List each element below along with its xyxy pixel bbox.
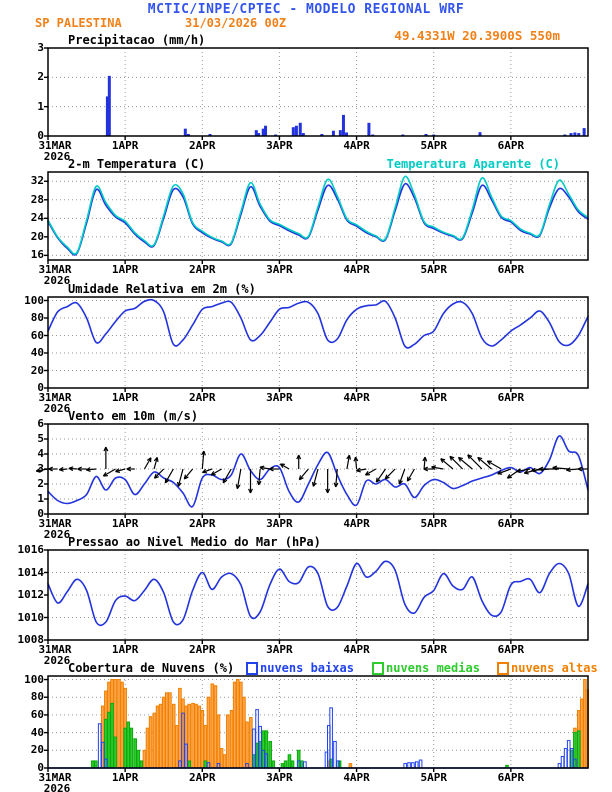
x-tick-label: 2APR [189,391,216,404]
x-tick-label: 6APR [497,391,525,404]
y-tick-label-pressure: 1016 [17,543,44,556]
x-tick-label: 3APR [266,643,293,656]
x-tick-label: 1APR [111,771,139,784]
x-axis-year-label: 2026 [43,654,71,667]
plot-clouds [0,668,612,782]
y-tick-label-temperature: 16 [30,248,44,262]
y-tick-label-humidity: 100 [24,293,44,307]
y-tick-label-wind: 4 [37,447,44,460]
plot-precipitation [0,40,612,150]
x-tick-label: 1APR [111,643,139,656]
y-tick-label-clouds: 40 [30,725,44,739]
plot-wind [0,416,612,528]
x-tick-label: 1APR [111,517,139,530]
y-tick-label-temperature: 32 [30,174,44,188]
y-tick-label-wind: 5 [37,432,44,445]
x-tick-label: 3APR [266,517,293,530]
humidity-panel-title: Umidade Relativa em 2m (%) [68,282,256,296]
y-tick-label-precipitation: 3 [37,41,44,54]
plot-temperature [0,164,612,274]
x-tick-label: 6APR [497,643,525,656]
station-coordinates: 49.4331W 20.3900S 550m [394,28,560,43]
x-tick-label: 4APR [343,517,370,530]
x-tick-label: 3APR [266,771,293,784]
x-tick-label: 31MAR [38,263,72,276]
x-axis-year-label: 2026 [43,274,71,287]
x-axis-year-label: 2026 [43,528,71,541]
apparent-temperature-title: Temperatura Aparente (C) [386,157,560,171]
x-tick-label: 31MAR [38,517,72,530]
clouds-panel-title: Cobertura de Nuvens (%) [68,661,235,675]
y-tick-label-humidity: 80 [30,311,44,324]
x-tick-label: 6APR [497,139,525,152]
x-tick-label: 4APR [343,139,370,152]
y-tick-label-wind: 0 [37,507,44,520]
pressure-panel-title: Pressao ao Nivel Medio do Mar (hPa) [68,535,321,549]
precipitation-panel-title: Precipitacao (mm/h) [68,33,206,47]
y-tick-label-clouds: 60 [30,707,44,721]
y-tick-label-wind: 3 [37,462,44,475]
y-tick-label-humidity: 40 [30,346,44,359]
x-tick-label: 2APR [189,517,216,530]
x-tick-label: 1APR [111,391,139,404]
y-tick-label-humidity: 20 [30,363,44,377]
x-tick-label: 31MAR [38,391,72,404]
y-tick-label-wind: 6 [37,417,44,430]
y-tick-label-temperature: 28 [30,192,44,206]
x-tick-label: 6APR [497,263,525,276]
y-tick-label-humidity: 0 [37,381,44,394]
legend-label-medias: nuvens medias [386,661,480,675]
y-tick-label-precipitation: 0 [37,129,44,142]
y-tick-label-pressure: 1010 [17,610,44,624]
x-tick-label: 1APR [111,263,139,276]
x-tick-label: 2APR [189,263,216,276]
x-tick-label: 6APR [497,517,525,530]
plot-humidity [0,289,612,402]
legend-label-altas: nuvens altas [511,661,598,675]
y-tick-label-clouds: 0 [37,761,44,774]
x-tick-label: 3APR [266,263,293,276]
temperature-panel-title: 2-m Temperatura (C) [68,157,206,171]
y-tick-label-pressure: 1008 [17,633,44,646]
station-name: SP PALESTINA [35,16,122,30]
x-tick-label: 5APR [420,263,447,276]
y-tick-label-clouds: 100 [24,672,44,686]
x-tick-label: 3APR [266,139,293,152]
x-tick-label: 2APR [189,643,216,656]
page-title: MCTIC/INPE/CPTEC - MODELO REGIONAL WRF [147,2,465,17]
y-tick-label-clouds: 20 [30,743,44,757]
x-axis-year-label: 2026 [43,150,71,163]
x-tick-label: 3APR [266,391,293,404]
x-tick-label: 4APR [343,771,370,784]
x-tick-label: 4APR [343,643,370,656]
x-tick-label: 4APR [343,391,370,404]
model-run-datetime: 31/03/2026 00Z [185,16,287,30]
x-tick-label: 5APR [420,771,447,784]
x-tick-label: 5APR [420,643,447,656]
plot-pressure [0,542,612,654]
y-tick-label-humidity: 60 [30,328,44,342]
x-tick-label: 2APR [189,139,216,152]
x-tick-label: 31MAR [38,139,72,152]
x-axis-year-label: 2026 [43,782,71,792]
x-tick-label: 4APR [343,263,370,276]
y-tick-label-wind: 2 [37,477,44,490]
legend-label-baixas: nuvens baixas [260,661,354,675]
wind-panel-title: Vento em 10m (m/s) [68,409,199,423]
y-tick-label-precipitation: 2 [37,70,44,84]
x-tick-label: 5APR [420,517,447,530]
y-tick-label-pressure: 1014 [17,565,44,579]
y-tick-label-wind: 1 [37,492,44,505]
y-tick-label-temperature: 20 [30,229,44,243]
x-tick-label: 5APR [420,391,447,404]
y-tick-label-temperature: 24 [30,211,44,225]
y-tick-label-precipitation: 1 [37,99,44,113]
x-tick-label: 5APR [420,139,447,152]
x-tick-label: 6APR [497,771,525,784]
x-tick-label: 1APR [111,139,139,152]
y-tick-label-clouds: 80 [30,690,44,704]
x-tick-label: 31MAR [38,771,72,784]
x-tick-label: 31MAR [38,643,72,656]
x-tick-label: 2APR [189,771,216,784]
y-tick-label-pressure: 1012 [17,588,44,601]
x-axis-year-label: 2026 [43,402,71,415]
